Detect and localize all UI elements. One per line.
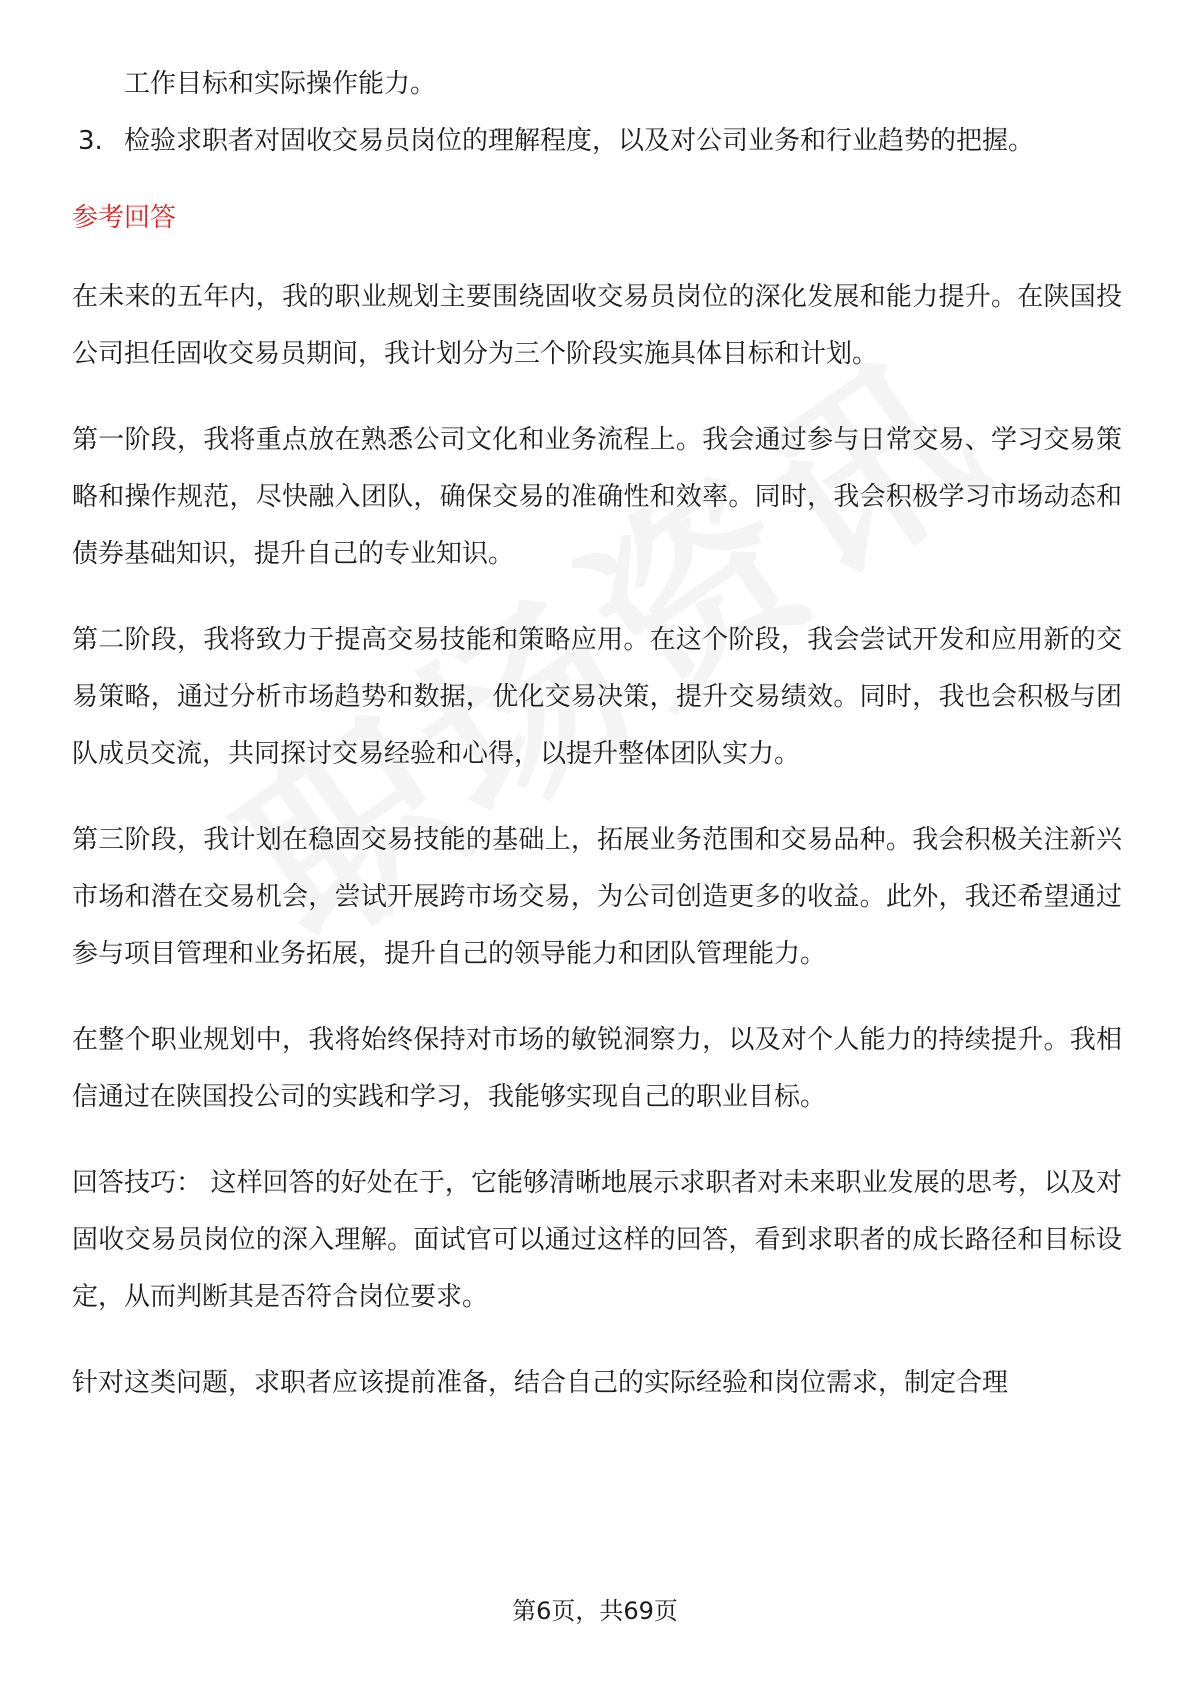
section-heading: 参考回答 bbox=[72, 203, 177, 233]
paragraph-summary: 在整个职业规划中，我将始终保持对市场的敏锐洞察力，以及对个人能力的持续提升。我相信通过在陕国投公司的实践和学习，我能够实现自己的职业目标。 bbox=[72, 1025, 1122, 1112]
paragraph-stage-three: 第三阶段，我计划在稳固交易技能的基础上，拓展业务范围和交易品种。我会积极关注新兴市场和潜在交易机会，尝试开展跨市场交易，为公司创造更多的收益。此外，我还希望通过参与项目管理和业务拓展，提升自己的领导能力和团队管理能力。 bbox=[72, 825, 1122, 969]
page-content bbox=[72, 56, 1122, 1441]
paragraph-answer-tips: 回答技巧： 这样回答的好处在于，它能够清晰地展示求职者对未来职业发展的思考，以及对固收交易员岗位的深入理解。面试官可以通过这样的回答，看到求职者的成长路径和目标设定，从而判断其是否符合岗位要求。 bbox=[72, 1168, 1122, 1312]
paragraph-advice: 针对这类问题，求职者应该提前准备，结合自己的实际经验和岗位需求，制定合理 bbox=[72, 1368, 1009, 1398]
list-item-number: 3. bbox=[78, 126, 103, 156]
list-item-text: 检验求职者对固收交易员岗位的理解程度，以及对公司业务和行业趋势的把握。 bbox=[124, 126, 1035, 156]
paragraph-stage-one: 第一阶段，我将重点放在熟悉公司文化和业务流程上。我会通过参与日常交易、学习交易策略和操作规范，尽快融入团队，确保交易的准确性和效率。同时，我会积极学习市场动态和债券基础知识，提升自己的专业知识。 bbox=[72, 425, 1122, 569]
page-footer: 第6页，共69页 bbox=[512, 1597, 678, 1625]
paragraph-intro: 在未来的五年内，我的职业规划主要围绕固收交易员岗位的深化发展和能力提升。在陕国投公司担任固收交易员期间，我计划分为三个阶段实施具体目标和计划。 bbox=[72, 282, 1122, 369]
list-item-3 bbox=[78, 113, 1122, 170]
list-item-continuation: 工作目标和实际操作能力。 bbox=[124, 69, 437, 99]
paragraph-stage-two: 第二阶段，我将致力于提高交易技能和策略应用。在这个阶段，我会尝试开发和应用新的交易策略，通过分析市场趋势和数据，优化交易决策，提升交易绩效。同时，我也会积极与团队成员交流，共同探讨交易经验和心得，以提升整体团队实力。 bbox=[72, 625, 1122, 769]
